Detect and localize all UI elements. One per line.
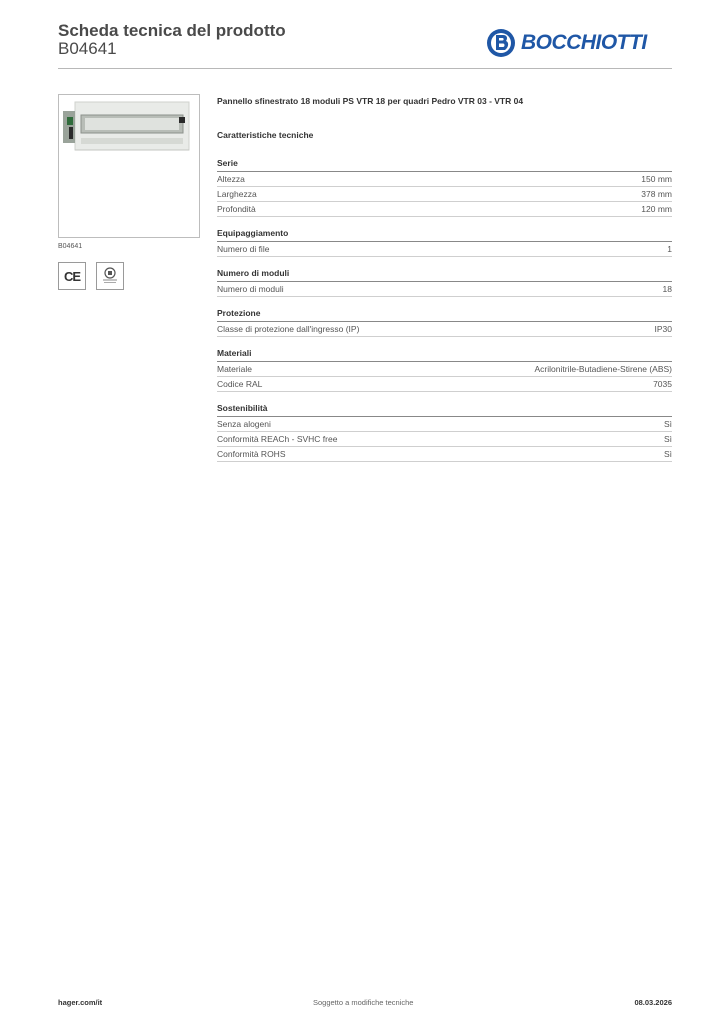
ce-mark-text: CE xyxy=(63,268,81,284)
spec-value: 150 mm xyxy=(641,174,672,184)
spec-row xyxy=(217,377,672,392)
product-description: Pannello sfinestrato 18 moduli PS VTR 18 per quadri Pedro VTR 03 - VTR 04 xyxy=(217,96,524,106)
footer-note: Soggetto a modifiche tecniche xyxy=(313,998,414,1007)
product-code: B04641 xyxy=(58,39,117,58)
spec-value: Sì xyxy=(663,449,672,459)
spec-row xyxy=(217,282,672,297)
footer-date: 08.03.2026 xyxy=(634,998,672,1007)
spec-section xyxy=(217,307,672,337)
image-caption: B04641 xyxy=(58,243,83,250)
spec-value: 7035 xyxy=(653,379,672,389)
product-image xyxy=(58,94,200,238)
section-title: Protezione xyxy=(217,307,672,322)
spec-label: Numero di moduli xyxy=(217,284,284,294)
spec-label: Conformità REACh - SVHC free xyxy=(217,434,338,444)
spec-label: Profondità xyxy=(217,204,256,214)
spec-section xyxy=(217,227,672,257)
footer-website[interactable]: hager.com/it xyxy=(58,998,103,1007)
spec-value: 18 xyxy=(662,284,672,294)
section-title: Sostenibilità xyxy=(217,402,672,417)
spec-value: 378 mm xyxy=(641,189,672,199)
spec-row xyxy=(217,362,672,377)
header-divider xyxy=(58,68,672,69)
spec-label: Senza alogeni xyxy=(217,419,271,429)
spec-value: IP30 xyxy=(654,324,672,334)
section-title: Numero di moduli xyxy=(217,267,672,282)
section-title: Materiali xyxy=(217,347,672,362)
spec-label: Materiale xyxy=(217,364,252,374)
spec-value: Sì xyxy=(663,434,672,444)
spec-label: Larghezza xyxy=(217,189,257,199)
window-panel-photo xyxy=(59,95,199,237)
spec-row xyxy=(217,322,672,337)
spec-label: Altezza xyxy=(217,174,245,184)
spec-row xyxy=(217,432,672,447)
spec-section xyxy=(217,347,672,392)
spec-label: Codice RAL xyxy=(217,379,263,389)
spec-label: Numero di file xyxy=(217,244,270,254)
spec-row xyxy=(217,172,672,187)
spec-row xyxy=(217,242,672,257)
spec-row xyxy=(217,187,672,202)
spec-row xyxy=(217,417,672,432)
spec-section xyxy=(217,157,672,217)
spec-sections xyxy=(217,157,672,462)
spec-value: 120 mm xyxy=(641,204,672,214)
bocchiotti-b-mark-icon xyxy=(486,28,516,58)
spec-value: Sì xyxy=(663,419,672,429)
spec-value: Acrilonitrile-Butadiene-Stirene (ABS) xyxy=(534,364,672,374)
spec-label: Classe di protezione dall'ingresso (IP) xyxy=(217,324,360,334)
ce-mark xyxy=(58,262,86,290)
spec-section xyxy=(217,267,672,297)
spec-row xyxy=(217,447,672,462)
brand-logo xyxy=(486,28,647,58)
brand-logo-text: BOCCHIOTTI xyxy=(521,31,647,54)
certification-mark-icon xyxy=(99,265,121,287)
spec-row xyxy=(217,202,672,217)
spec-label: Conformità ROHS xyxy=(217,449,286,459)
features-title: Caratteristiche tecniche xyxy=(217,130,314,140)
page-title: Scheda tecnica del prodotto xyxy=(58,21,286,40)
spec-section xyxy=(217,402,672,462)
spec-value: 1 xyxy=(667,244,672,254)
section-title: Serie xyxy=(217,157,672,172)
technical-spec-panel xyxy=(217,95,672,462)
section-title: Equipaggiamento xyxy=(217,227,672,242)
certification-mark xyxy=(96,262,124,290)
